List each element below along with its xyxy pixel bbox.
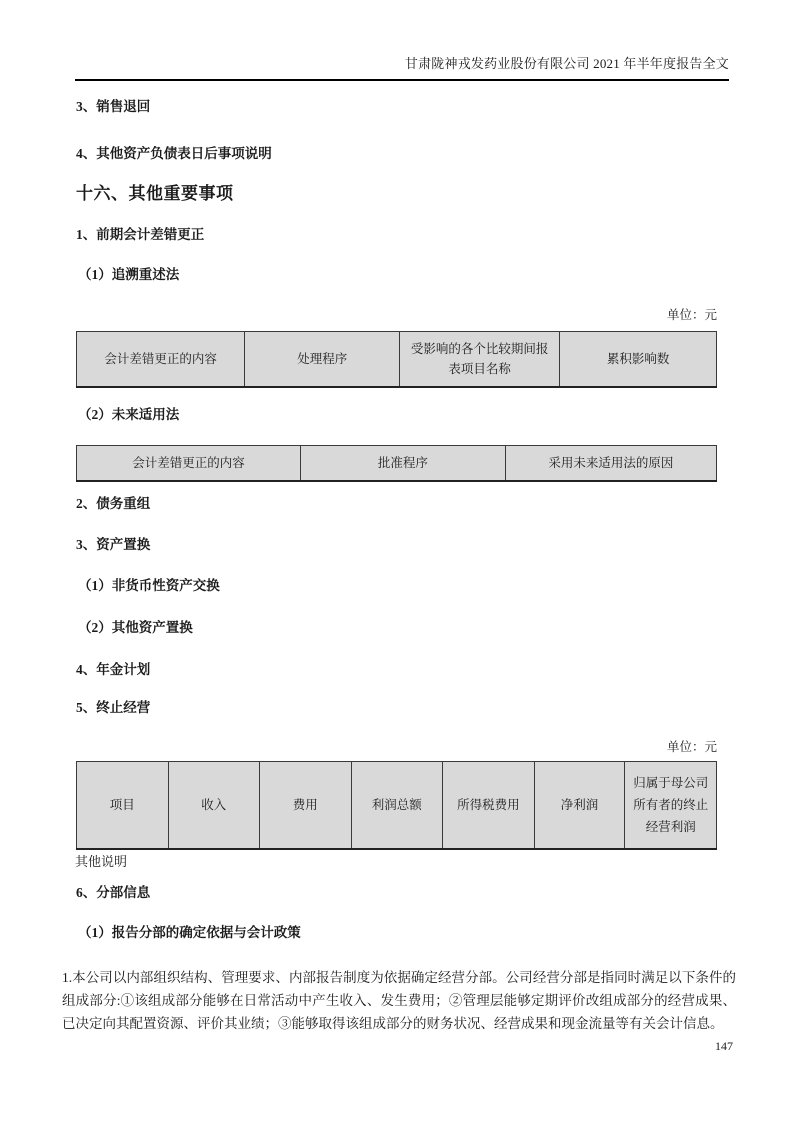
discontinued-operations-table — [76, 761, 717, 850]
page-content — [62, 98, 736, 1035]
heading-sales-return: 3、销售退回 — [76, 99, 151, 114]
heading-future-application: （2）未来适用法 — [78, 407, 180, 422]
segment-basis-paragraph: 1.本公司以内部组织结构、管理要求、内部报告制度为依据确定经营分部。公司经营分部是指同时满足以下条件的组成部分:①该组成部分能够在日常活动中产生收入、发生费用；②管理层能够定期评价改组成部分的经营成果、已决定向其配置资源、评价其业绩；③能够取得该组成部分的财务状况、经营成果和现金流量等有关会计信息。 — [62, 970, 736, 1031]
table-header-cell-correction-content: 会计差错更正的内容 — [77, 332, 245, 388]
table-header-cell-parent-discontinued-profit: 归属于母公司所有者的终止经营利润 — [625, 762, 717, 850]
table-header-cell-affected-items: 受影响的各个比较期间报表项目名称 — [400, 332, 560, 388]
unit-label-retrospective: 单位：元 — [666, 308, 717, 322]
heading-segment-basis: （1）报告分部的确定依据与会计政策 — [78, 925, 301, 940]
header-title: 甘肃陇神戎发药业股份有限公司 2021 年半年度报告全文 — [404, 56, 729, 71]
table-header-cell-revenue: 收入 — [168, 762, 260, 850]
unit-label-discontinued: 单位：元 — [666, 740, 717, 754]
table-header-cell-net-profit: 净利润 — [534, 762, 625, 850]
heading-prior-period-error-correction: 1、前期会计差错更正 — [76, 227, 205, 242]
heading-annuity-plan: 4、年金计划 — [76, 662, 151, 677]
table-header-row — [77, 446, 717, 482]
heading-retrospective-restatement: （1）追溯重述法 — [78, 267, 180, 282]
table-header-row — [77, 332, 717, 388]
page-number: 147 — [715, 1039, 733, 1053]
heading-debt-restructuring: 2、债务重组 — [76, 496, 151, 511]
other-note-label: 其他说明 — [75, 854, 128, 869]
heading-other-balance-sheet-events: 4、其他资产负债表日后事项说明 — [76, 146, 272, 161]
table-header-cell-item: 项目 — [77, 762, 169, 850]
table-header-row — [77, 762, 717, 850]
table-header-cell-procedure: 处理程序 — [245, 332, 400, 388]
future-application-table — [76, 445, 717, 482]
table-header-cell-approval-procedure: 批准程序 — [301, 446, 506, 482]
heading-chapter-16-other-important-matters: 十六、其他重要事项 — [76, 184, 234, 203]
table-header-cell-total-profit: 利润总额 — [351, 762, 443, 850]
heading-discontinued-operations: 5、终止经营 — [76, 700, 151, 715]
table-header-cell-expense: 费用 — [260, 762, 352, 850]
table-header-cell-income-tax: 所得税费用 — [443, 762, 535, 850]
table-header-cell-reason: 采用未来适用法的原因 — [505, 446, 716, 482]
table-header-cell-cumulative-impact: 累积影响数 — [560, 332, 717, 388]
table-header-cell-correction-content: 会计差错更正的内容 — [77, 446, 301, 482]
heading-other-asset-swap: （2）其他资产置换 — [78, 620, 193, 635]
heading-non-monetary-exchange: （1）非货币性资产交换 — [78, 578, 220, 593]
retrospective-restatement-table — [76, 331, 717, 388]
heading-segment-info: 6、分部信息 — [76, 885, 151, 900]
heading-asset-swap: 3、资产置换 — [76, 537, 151, 552]
page-header — [75, 53, 729, 81]
